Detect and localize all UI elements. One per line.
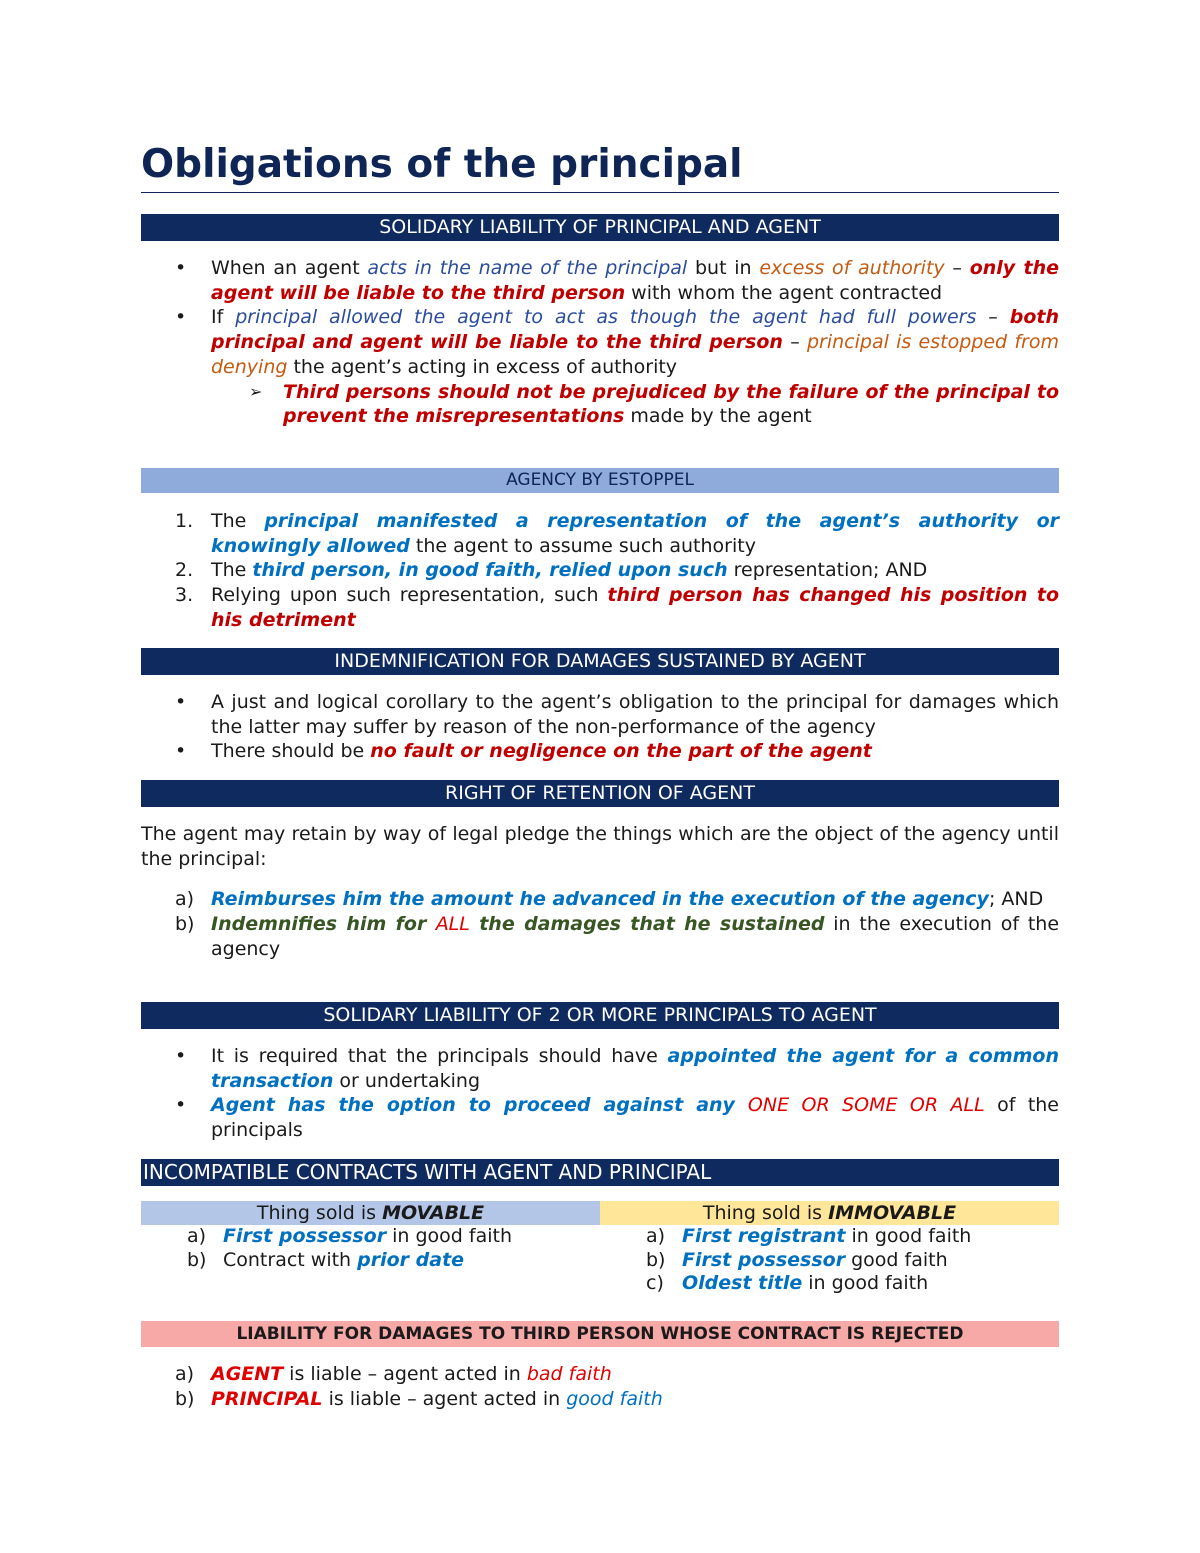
section-body-indemnification — [141, 690, 1059, 764]
section-heading-solidary-liability: SOLIDARY LIABILITY OF PRINCIPAL AND AGENT — [141, 214, 1059, 241]
list-item: a) First registrant in good faith — [646, 1225, 972, 1247]
list-item: b) Indemnifies him for ALL the damages that he sustained in the execution of the agency — [175, 913, 1060, 960]
bullet-icon: • — [175, 306, 187, 329]
list-item: a) Reimburses him the amount he advanced in the execution of the agency; AND — [175, 888, 1044, 911]
list-item: a) AGENT is liable – agent acted in bad faith — [175, 1363, 612, 1385]
section-heading-liability-for-damages: LIABILITY FOR DAMAGES TO THIRD PERSON WHOSE CONTRACT IS REJECTED — [141, 1321, 1059, 1347]
section-heading-agency-by-estoppel: AGENCY BY ESTOPPEL — [141, 468, 1059, 493]
intro-paragraph: The agent may retain by way of legal pledge the things which are the object of the agency until the principal: — [141, 823, 1059, 870]
page-title: Obligations of the principal — [141, 140, 1059, 193]
section-body-liability-for-damages — [141, 1362, 1059, 1411]
list-item: 3. Relying upon such representation, such third person has changed his position to his detriment — [175, 584, 1060, 631]
bullet-icon: • — [175, 1045, 187, 1067]
bullet-icon: • — [175, 1094, 187, 1117]
list-item: • If principal allowed the agent to act as though the agent had full powers – both principal and agent will be liable to the third person – principal is estopped from denying the agent’s acting in excess of authority — [175, 306, 1059, 378]
list-item: b) PRINCIPAL is liable – agent acted in good faith — [175, 1387, 663, 1410]
bullet-icon: • — [175, 740, 187, 763]
section-heading-indemnification: INDEMNIFICATION FOR DAMAGES SUSTAINED BY AGENT — [141, 648, 1059, 675]
section-body-solidary-principals — [141, 1044, 1059, 1143]
list-item: c) Oldest title in good faith — [646, 1272, 929, 1294]
list-item: b) Contract with prior date — [187, 1248, 465, 1271]
bullet-icon: • — [175, 691, 187, 713]
list-item: • It is required that the principals should have appointed the agent for a common transaction or undertaking — [175, 1045, 1059, 1092]
section-heading-right-of-retention: RIGHT OF RETENTION OF AGENT — [141, 780, 1059, 807]
bullet-icon: • — [175, 257, 187, 279]
list-item: b) First possessor good faith — [646, 1248, 948, 1271]
movable-column-header: Thing sold is MOVABLE — [141, 1201, 600, 1225]
section-body-agency-by-estoppel — [141, 509, 1059, 633]
section-body-right-of-retention — [141, 822, 1059, 962]
list-item: • There should be no fault or negligence on the part of the agent — [175, 740, 872, 763]
arrowhead-icon: ➢ — [249, 381, 263, 401]
immovable-column — [600, 1201, 1059, 1296]
list-item: • A just and logical corollary to the agent’s obligation to the principal for damages which the latter may suffer by reason of the non-performance of the agency — [175, 691, 1059, 738]
movable-column — [141, 1201, 600, 1272]
immovable-column-header: Thing sold is IMMOVABLE — [600, 1201, 1059, 1225]
section-heading-incompatible-contracts: INCOMPATIBLE CONTRACTS WITH AGENT AND PRINCIPAL — [141, 1159, 1059, 1186]
list-item: • When an agent acts in the name of the principal but in excess of authority – only the agent will be liable to the third person with whom the agent contracted — [175, 257, 1059, 304]
sub-list-item: ➢ Third persons should not be prejudiced by the failure of the principal to prevent the misrepresentations made by the agent — [249, 380, 1059, 428]
list-item: a) First possessor in good faith — [187, 1225, 512, 1247]
list-item: 2. The third person, in good faith, relied upon such representation; AND — [175, 559, 928, 582]
section-body-solidary-liability — [141, 256, 1059, 429]
section-heading-solidary-principals: SOLIDARY LIABILITY OF 2 OR MORE PRINCIPALS TO AGENT — [141, 1002, 1059, 1029]
list-item: 1. The principal manifested a representation of the agent’s authority or knowingly allowed the agent to assume such authority — [175, 510, 1059, 557]
list-item: • Agent has the option to proceed against any ONE OR SOME OR ALL of the principals — [175, 1094, 1060, 1142]
